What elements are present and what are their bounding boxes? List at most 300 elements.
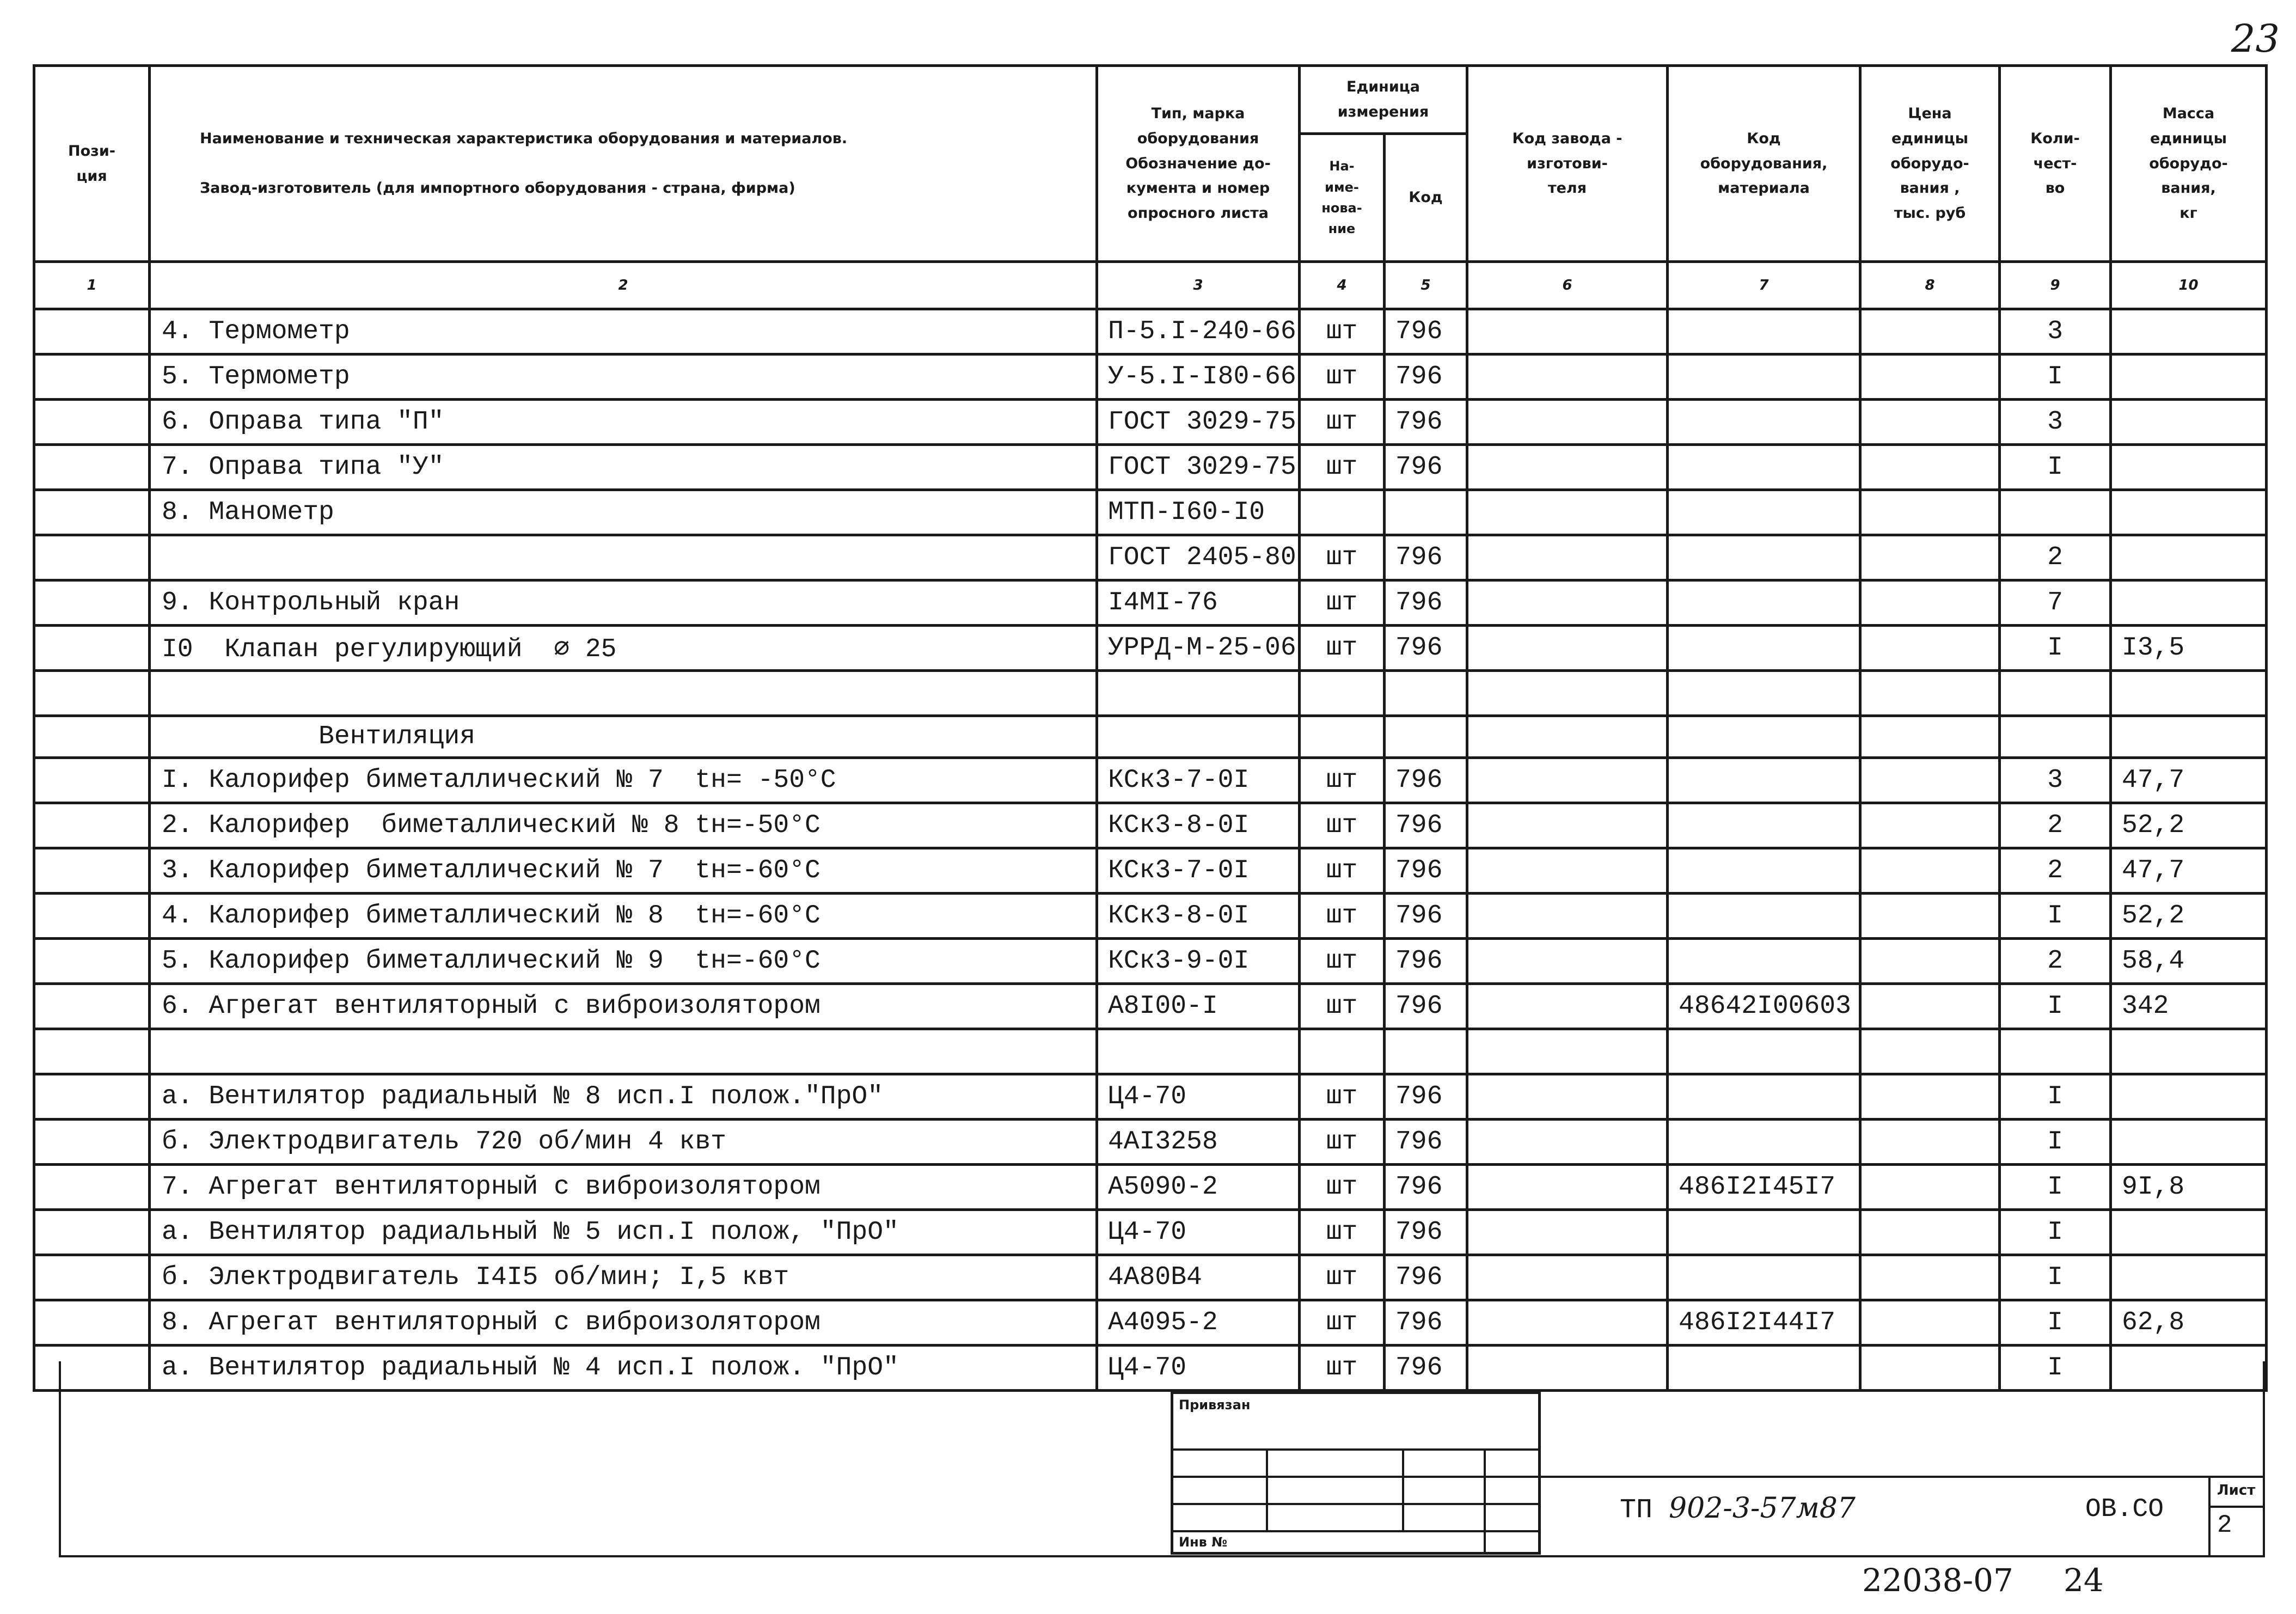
cell-type: 4А80В4 bbox=[1097, 1255, 1300, 1300]
cell-pos bbox=[34, 894, 150, 939]
cell-pos bbox=[34, 309, 150, 354]
cell-pos bbox=[34, 939, 150, 984]
cell-equip-code bbox=[1668, 1255, 1860, 1300]
cell-price bbox=[1860, 354, 2000, 400]
cell-plant bbox=[1467, 758, 1668, 803]
cell-name: а. Вентилятор радиальный № 5 исп.I полож, "ПрО" bbox=[150, 1210, 1097, 1255]
cell-qty: 2 bbox=[2000, 803, 2111, 848]
cell-mass bbox=[2111, 1346, 2267, 1391]
cell-name: 8. Манометр bbox=[150, 490, 1097, 535]
cell-code bbox=[1385, 1029, 1467, 1074]
cell-unit: шт bbox=[1300, 309, 1385, 354]
cell-name: 3. Калорифер биметаллический № 7 tн=-60°C bbox=[150, 848, 1097, 894]
cell-price bbox=[1860, 400, 2000, 445]
cell-equip-code bbox=[1668, 671, 1860, 716]
cell-name: 8. Агрегат вентиляторный с виброизолятором bbox=[150, 1300, 1097, 1346]
cell-qty: 3 bbox=[2000, 400, 2111, 445]
header-mass: Масса единицы оборудо- вания, кг bbox=[2111, 66, 2267, 262]
col-number: 2 bbox=[150, 262, 1097, 309]
cell-code bbox=[1385, 671, 1467, 716]
cell-equip-code: 486I2I44I7 bbox=[1668, 1300, 1860, 1346]
cell-qty: 3 bbox=[2000, 758, 2111, 803]
doc-number: 902-3-57м87 bbox=[1669, 1492, 1856, 1525]
table-row bbox=[34, 716, 2267, 758]
cell-plant bbox=[1467, 1029, 1668, 1074]
cell-type: I4MI-76 bbox=[1097, 580, 1300, 626]
cell-equip-code bbox=[1668, 535, 1860, 580]
table-row bbox=[34, 354, 2267, 400]
cell-type: Ц4-70 bbox=[1097, 1074, 1300, 1120]
col-number: 8 bbox=[1860, 262, 2000, 309]
cell-unit: шт bbox=[1300, 354, 1385, 400]
cell-plant bbox=[1467, 580, 1668, 626]
cell-type: МТП-I60-I0 bbox=[1097, 490, 1300, 535]
frame-right-line bbox=[2263, 1361, 2265, 1557]
cell-plant bbox=[1467, 1074, 1668, 1120]
table-row bbox=[34, 1346, 2267, 1391]
cell-mass bbox=[2111, 400, 2267, 445]
cell-unit bbox=[1300, 671, 1385, 716]
cell-plant bbox=[1467, 848, 1668, 894]
col-number: 6 bbox=[1467, 262, 1668, 309]
cell-pos bbox=[34, 1029, 150, 1074]
cell-equip-code bbox=[1668, 1210, 1860, 1255]
cell-mass: 342 bbox=[2111, 984, 2267, 1029]
cell-unit: шт bbox=[1300, 1074, 1385, 1120]
cell-plant bbox=[1467, 1300, 1668, 1346]
cell-unit: шт bbox=[1300, 1120, 1385, 1165]
cell-pos bbox=[34, 1300, 150, 1346]
header-unit-name: На- име- нова- ние bbox=[1300, 134, 1385, 262]
cell-code: 796 bbox=[1385, 445, 1467, 490]
cell-type: КСк3-7-0I bbox=[1097, 758, 1300, 803]
cell-mass: 58,4 bbox=[2111, 939, 2267, 984]
cell-plant bbox=[1467, 445, 1668, 490]
cell-plant bbox=[1467, 716, 1668, 758]
cell-code: 796 bbox=[1385, 803, 1467, 848]
cell-qty: I bbox=[2000, 626, 2111, 671]
cell-mass bbox=[2111, 490, 2267, 535]
cell-pos bbox=[34, 1255, 150, 1300]
cell-mass bbox=[2111, 309, 2267, 354]
cell-mass bbox=[2111, 716, 2267, 758]
cell-type: У-5.I-I80-66 bbox=[1097, 354, 1300, 400]
sheet-box-left bbox=[2208, 1476, 2211, 1557]
cell-plant bbox=[1467, 939, 1668, 984]
cell-price bbox=[1860, 626, 2000, 671]
cell-pos bbox=[34, 1120, 150, 1165]
cell-mass bbox=[2111, 580, 2267, 626]
cell-qty: I bbox=[2000, 984, 2111, 1029]
cell-mass: 47,7 bbox=[2111, 758, 2267, 803]
table-row bbox=[34, 758, 2267, 803]
cell-pos bbox=[34, 490, 150, 535]
cell-qty: I bbox=[2000, 445, 2111, 490]
cell-mass bbox=[2111, 671, 2267, 716]
cell-name: I0 Клапан регулирующий ∅ 25 bbox=[150, 626, 1097, 671]
cell-name bbox=[150, 1029, 1097, 1074]
cell-qty: I bbox=[2000, 1255, 2111, 1300]
cell-qty: I bbox=[2000, 1210, 2111, 1255]
cell-plant bbox=[1467, 671, 1668, 716]
cell-price bbox=[1860, 1074, 2000, 1120]
cell-equip-code bbox=[1668, 1346, 1860, 1391]
cell-mass: 62,8 bbox=[2111, 1300, 2267, 1346]
cell-pos bbox=[34, 803, 150, 848]
cell-plant bbox=[1467, 1120, 1668, 1165]
cell-qty: 3 bbox=[2000, 309, 2111, 354]
doc-mark: ОВ.СО bbox=[2085, 1495, 2164, 1524]
header-type: Тип, марка оборудования Обозначение до- кумента и номер опросного листа bbox=[1097, 66, 1300, 262]
header-name: Наименование и техническая характеристика оборудования и материалов. Завод-изготовитель (для импортного оборудования - страна, фирма) bbox=[150, 66, 1097, 262]
cell-code bbox=[1385, 490, 1467, 535]
cell-code: 796 bbox=[1385, 848, 1467, 894]
cell-price bbox=[1860, 490, 2000, 535]
archive-page: 24 bbox=[2064, 1562, 2104, 1599]
cell-pos bbox=[34, 848, 150, 894]
cell-plant bbox=[1467, 894, 1668, 939]
cell-name: Вентиляция bbox=[150, 716, 1097, 758]
cell-plant bbox=[1467, 400, 1668, 445]
cell-price bbox=[1860, 309, 2000, 354]
cell-code: 796 bbox=[1385, 354, 1467, 400]
cell-equip-code bbox=[1668, 848, 1860, 894]
cell-code: 796 bbox=[1385, 1300, 1467, 1346]
cell-name: I. Калорифер биметаллический № 7 tн= -50°C bbox=[150, 758, 1097, 803]
cell-code: 796 bbox=[1385, 400, 1467, 445]
table-row bbox=[34, 1029, 2267, 1074]
col-number: 1 bbox=[34, 262, 150, 309]
cell-type: А5090-2 bbox=[1097, 1165, 1300, 1210]
cell-name: 4. Термометр bbox=[150, 309, 1097, 354]
cell-price bbox=[1860, 758, 2000, 803]
col-number: 4 bbox=[1300, 262, 1385, 309]
cell-name bbox=[150, 535, 1097, 580]
cell-price bbox=[1860, 1120, 2000, 1165]
cell-equip-code bbox=[1668, 400, 1860, 445]
cell-unit: шт bbox=[1300, 1255, 1385, 1300]
cell-pos bbox=[34, 1074, 150, 1120]
cell-name: 9. Контрольный кран bbox=[150, 580, 1097, 626]
cell-price bbox=[1860, 1255, 2000, 1300]
header-equipment-code: Код оборудования, материала bbox=[1668, 66, 1860, 262]
cell-name: б. Электродвигатель 720 об/мин 4 квт bbox=[150, 1120, 1097, 1165]
table-row bbox=[34, 671, 2267, 716]
cell-qty: 2 bbox=[2000, 535, 2111, 580]
frame-bottom-line bbox=[59, 1555, 2265, 1557]
cell-code: 796 bbox=[1385, 626, 1467, 671]
cell-type: ГОСТ 2405-80 bbox=[1097, 535, 1300, 580]
cell-unit bbox=[1300, 716, 1385, 758]
cell-price bbox=[1860, 445, 2000, 490]
cell-name: 2. Калорифер биметаллический № 8 tн=-50°C bbox=[150, 803, 1097, 848]
cell-plant bbox=[1467, 490, 1668, 535]
header-row bbox=[34, 66, 2267, 134]
cell-name: 7. Агрегат вентиляторный с виброизолятором bbox=[150, 1165, 1097, 1210]
cell-name: 7. Оправа типа "У" bbox=[150, 445, 1097, 490]
table-row bbox=[34, 400, 2267, 445]
cell-price bbox=[1860, 716, 2000, 758]
cell-mass bbox=[2111, 354, 2267, 400]
cell-mass: I3,5 bbox=[2111, 626, 2267, 671]
cell-price bbox=[1860, 1300, 2000, 1346]
cell-mass: 9I,8 bbox=[2111, 1165, 2267, 1210]
cell-qty: I bbox=[2000, 894, 2111, 939]
cell-unit: шт bbox=[1300, 445, 1385, 490]
cell-name: а. Вентилятор радиальный № 8 исп.I полож."ПрО" bbox=[150, 1074, 1097, 1120]
cell-equip-code bbox=[1668, 1074, 1860, 1120]
table-row bbox=[34, 1120, 2267, 1165]
cell-equip-code bbox=[1668, 626, 1860, 671]
header-price: Цена единицы оборудо- вания , тыс. руб bbox=[1860, 66, 2000, 262]
cell-equip-code bbox=[1668, 1029, 1860, 1074]
table-row bbox=[34, 1210, 2267, 1255]
cell-unit: шт bbox=[1300, 984, 1385, 1029]
sheet-number: 2 bbox=[2217, 1511, 2232, 1539]
cell-pos bbox=[34, 984, 150, 1029]
cell-unit: шт bbox=[1300, 803, 1385, 848]
cell-unit: шт bbox=[1300, 939, 1385, 984]
table-row bbox=[34, 535, 2267, 580]
cell-plant bbox=[1467, 1255, 1668, 1300]
cell-code: 796 bbox=[1385, 1165, 1467, 1210]
cell-price bbox=[1860, 939, 2000, 984]
col-number: 5 bbox=[1385, 262, 1467, 309]
table-row bbox=[34, 309, 2267, 354]
table-row bbox=[34, 894, 2267, 939]
table-row bbox=[34, 445, 2267, 490]
cell-price bbox=[1860, 848, 2000, 894]
cell-qty bbox=[2000, 1029, 2111, 1074]
cell-price bbox=[1860, 984, 2000, 1029]
cell-qty: 2 bbox=[2000, 848, 2111, 894]
cell-price bbox=[1860, 894, 2000, 939]
cell-type: Ц4-70 bbox=[1097, 1210, 1300, 1255]
cell-price bbox=[1860, 1210, 2000, 1255]
stamp-attached-label: Привязан bbox=[1179, 1397, 1251, 1413]
cell-unit: шт bbox=[1300, 758, 1385, 803]
cell-unit: шт bbox=[1300, 848, 1385, 894]
cell-type: А4095-2 bbox=[1097, 1300, 1300, 1346]
cell-qty: 7 bbox=[2000, 580, 2111, 626]
cell-plant bbox=[1467, 309, 1668, 354]
cell-mass bbox=[2111, 1074, 2267, 1120]
table-row bbox=[34, 1074, 2267, 1120]
cell-type: УРРД-М-25-06 bbox=[1097, 626, 1300, 671]
table-row bbox=[34, 1300, 2267, 1346]
cell-equip-code bbox=[1668, 1120, 1860, 1165]
cell-pos bbox=[34, 626, 150, 671]
cell-price bbox=[1860, 535, 2000, 580]
cell-qty: I bbox=[2000, 1300, 2111, 1346]
cell-unit: шт bbox=[1300, 1346, 1385, 1391]
cell-unit: шт bbox=[1300, 1165, 1385, 1210]
cell-type: КСк3-8-0I bbox=[1097, 894, 1300, 939]
cell-code: 796 bbox=[1385, 1346, 1467, 1391]
cell-pos bbox=[34, 1210, 150, 1255]
cell-plant bbox=[1467, 1210, 1668, 1255]
cell-unit: шт bbox=[1300, 1300, 1385, 1346]
cell-name: 4. Калорифер биметаллический № 8 tн=-60°C bbox=[150, 894, 1097, 939]
cell-equip-code bbox=[1668, 445, 1860, 490]
cell-qty: I bbox=[2000, 1120, 2111, 1165]
cell-code: 796 bbox=[1385, 1210, 1467, 1255]
cell-type: П-5.I-240-66 bbox=[1097, 309, 1300, 354]
cell-type: А8I00-I bbox=[1097, 984, 1300, 1029]
cell-qty: I bbox=[2000, 1346, 2111, 1391]
cell-unit: шт bbox=[1300, 1210, 1385, 1255]
cell-pos bbox=[34, 671, 150, 716]
cell-unit: шт bbox=[1300, 580, 1385, 626]
table-row bbox=[34, 490, 2267, 535]
cell-pos bbox=[34, 716, 150, 758]
table-row bbox=[34, 626, 2267, 671]
cell-type: Ц4-70 bbox=[1097, 1346, 1300, 1391]
cell-mass bbox=[2111, 1120, 2267, 1165]
specification-table bbox=[33, 64, 2268, 1392]
cell-qty: I bbox=[2000, 1165, 2111, 1210]
cell-qty: I bbox=[2000, 354, 2111, 400]
table-row bbox=[34, 1255, 2267, 1300]
cell-price bbox=[1860, 1346, 2000, 1391]
cell-code: 796 bbox=[1385, 984, 1467, 1029]
cell-code: 796 bbox=[1385, 1074, 1467, 1120]
cell-price bbox=[1860, 803, 2000, 848]
col-number: 7 bbox=[1668, 262, 1860, 309]
cell-type: КСк3-9-0I bbox=[1097, 939, 1300, 984]
stamp-inv-label: Инв № bbox=[1179, 1534, 1228, 1550]
doc-prefix: ТП bbox=[1620, 1495, 1653, 1526]
cell-plant bbox=[1467, 984, 1668, 1029]
cell-pos bbox=[34, 758, 150, 803]
cell-equip-code bbox=[1668, 309, 1860, 354]
table-row bbox=[34, 984, 2267, 1029]
cell-equip-code bbox=[1668, 580, 1860, 626]
header-unit: Единица измерения bbox=[1300, 66, 1467, 134]
cell-mass bbox=[2111, 1255, 2267, 1300]
header-position: Пози- ция bbox=[34, 66, 150, 262]
cell-mass: 47,7 bbox=[2111, 848, 2267, 894]
cell-mass bbox=[2111, 445, 2267, 490]
cell-plant bbox=[1467, 535, 1668, 580]
header-unit-code: Код bbox=[1385, 134, 1467, 262]
cell-code bbox=[1385, 716, 1467, 758]
cell-type: ГОСТ 3029-75 bbox=[1097, 445, 1300, 490]
cell-mass: 52,2 bbox=[2111, 894, 2267, 939]
cell-type bbox=[1097, 716, 1300, 758]
cell-pos bbox=[34, 400, 150, 445]
cell-qty bbox=[2000, 671, 2111, 716]
col-number: 9 bbox=[2000, 262, 2111, 309]
cell-mass bbox=[2111, 535, 2267, 580]
cell-pos bbox=[34, 535, 150, 580]
frame-left-line bbox=[59, 1361, 61, 1557]
cell-name bbox=[150, 671, 1097, 716]
cell-code: 796 bbox=[1385, 758, 1467, 803]
column-number-row bbox=[34, 262, 2267, 309]
cell-code: 796 bbox=[1385, 309, 1467, 354]
cell-unit: шт bbox=[1300, 894, 1385, 939]
cell-name: 6. Агрегат вентиляторный с виброизолятором bbox=[150, 984, 1097, 1029]
cell-name: б. Электродвигатель I4I5 об/мин; I,5 квт bbox=[150, 1255, 1097, 1300]
cell-equip-code bbox=[1668, 803, 1860, 848]
cell-pos bbox=[34, 580, 150, 626]
cell-type bbox=[1097, 671, 1300, 716]
cell-unit bbox=[1300, 1029, 1385, 1074]
cell-type: КСк3-8-0I bbox=[1097, 803, 1300, 848]
cell-equip-code bbox=[1668, 490, 1860, 535]
cell-plant bbox=[1467, 803, 1668, 848]
sheet-box-divider bbox=[2208, 1506, 2265, 1508]
table-row bbox=[34, 580, 2267, 626]
cell-name: 5. Калорифер биметаллический № 9 tн=-60°C bbox=[150, 939, 1097, 984]
table-row bbox=[34, 1165, 2267, 1210]
col-number: 10 bbox=[2111, 262, 2267, 309]
archive-number: 22038-07 bbox=[1862, 1562, 2013, 1599]
cell-pos bbox=[34, 445, 150, 490]
cell-code: 796 bbox=[1385, 1120, 1467, 1165]
cell-mass bbox=[2111, 1210, 2267, 1255]
cell-price bbox=[1860, 1165, 2000, 1210]
cell-type: ГОСТ 3029-75 bbox=[1097, 400, 1300, 445]
approval-stamp bbox=[1171, 1391, 1541, 1555]
cell-pos bbox=[34, 1165, 150, 1210]
cell-pos bbox=[34, 354, 150, 400]
cell-code: 796 bbox=[1385, 894, 1467, 939]
cell-plant bbox=[1467, 626, 1668, 671]
cell-qty bbox=[2000, 490, 2111, 535]
cell-equip-code: 48642I00603 bbox=[1668, 984, 1860, 1029]
cell-name: 5. Термометр bbox=[150, 354, 1097, 400]
col-number: 3 bbox=[1097, 262, 1300, 309]
cell-equip-code bbox=[1668, 758, 1860, 803]
cell-mass: 52,2 bbox=[2111, 803, 2267, 848]
cell-price bbox=[1860, 580, 2000, 626]
cell-unit bbox=[1300, 490, 1385, 535]
cell-price bbox=[1860, 1029, 2000, 1074]
cell-code: 796 bbox=[1385, 580, 1467, 626]
cell-pos bbox=[34, 1346, 150, 1391]
page-number: 23 bbox=[2231, 16, 2280, 61]
title-block-top-line bbox=[1539, 1476, 2265, 1478]
cell-plant bbox=[1467, 1165, 1668, 1210]
cell-qty: 2 bbox=[2000, 939, 2111, 984]
cell-type: 4АI3258 bbox=[1097, 1120, 1300, 1165]
cell-code: 796 bbox=[1385, 1255, 1467, 1300]
cell-unit: шт bbox=[1300, 535, 1385, 580]
cell-equip-code: 486I2I45I7 bbox=[1668, 1165, 1860, 1210]
cell-code: 796 bbox=[1385, 535, 1467, 580]
cell-name: а. Вентилятор радиальный № 4 исп.I полож. "ПрО" bbox=[150, 1346, 1097, 1391]
cell-equip-code bbox=[1668, 354, 1860, 400]
cell-mass bbox=[2111, 1029, 2267, 1074]
cell-unit: шт bbox=[1300, 400, 1385, 445]
cell-name: 6. Оправа типа "П" bbox=[150, 400, 1097, 445]
cell-equip-code bbox=[1668, 894, 1860, 939]
cell-qty: I bbox=[2000, 1074, 2111, 1120]
table-row bbox=[34, 939, 2267, 984]
cell-equip-code bbox=[1668, 716, 1860, 758]
table-row bbox=[34, 848, 2267, 894]
cell-price bbox=[1860, 671, 2000, 716]
sheet-label: Лист bbox=[2217, 1482, 2256, 1499]
header-plant-code: Код завода - изготови- теля bbox=[1467, 66, 1668, 262]
cell-qty bbox=[2000, 716, 2111, 758]
cell-equip-code bbox=[1668, 939, 1860, 984]
cell-unit: шт bbox=[1300, 626, 1385, 671]
cell-plant bbox=[1467, 354, 1668, 400]
header-quantity: Коли- чест- во bbox=[2000, 66, 2111, 262]
